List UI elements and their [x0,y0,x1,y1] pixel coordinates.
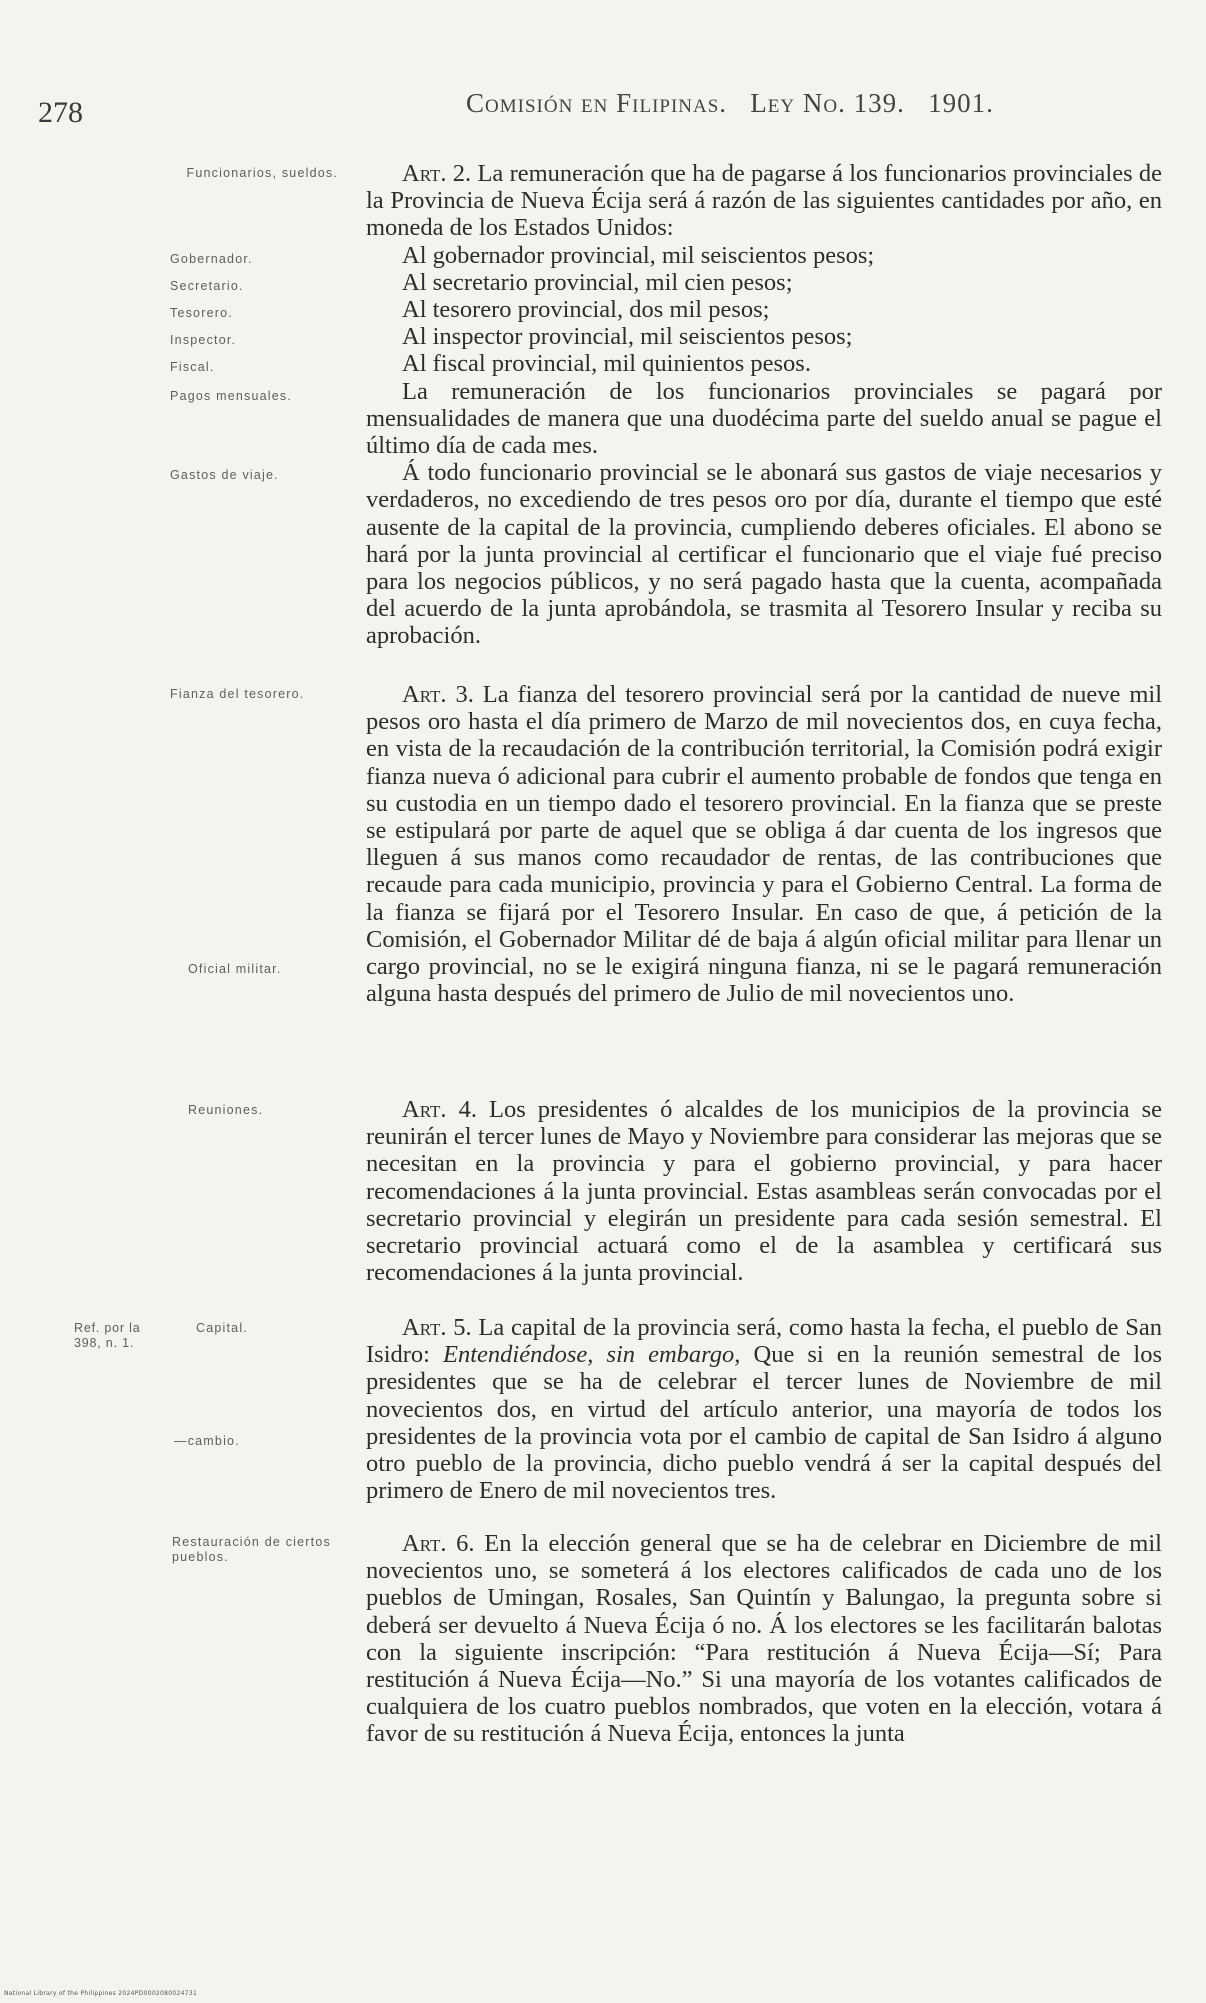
salary-fiscal: Al fiscal provincial, mil quinientos pesos. [402,350,811,378]
article-6-text: En la elección general que se ha de celebrar en Diciembre de mil novecientos uno, se someterá á los electores calificados de cada uno de los pueblos de Umingan, Rosales, San Quintín y Balungao, la pregunta sobre si deberá ser devuelto á Nueva Écija ó no. Á los electores se les facilitarán balotas con la siguiente inscripción: “Para restitución á Nueva Écija—Sí; Para restitución á Nueva Écija—No.” Si una mayoría de los votantes calificados de cualquiera de los cuatro pueblos nombrados, que voten en la elección, votara á favor de su restitución á Nueva Écija, entonces la junta [366,1530,1162,1748]
article-5-italic: Entendiéndose, sin embargo, [443,1341,741,1369]
scan-caption: National Library of the Philippines 2024PD0002080024731 [4,1990,198,1997]
margin-note-reuniones: Reuniones. [188,1103,264,1117]
article-4-paragraph [366,1096,1162,1286]
article-4-text: Los presidentes ó alcaldes de los municipios de la provincia se reunirán el tercer lunes de Mayo y Noviembre para considerar las mejoras que se necesitan en la provincia y para el gobierno provincial, y para hacer recomendaciones á la junta provincial. Estas asambleas serán convocadas por el secretario provincial y elegirán un presidente para cada sesión semestral. El secretario provincial actuará como el de la asamblea y certificará sus recomendaciones á la junta provincial. [366,1096,1162,1287]
law-year: 1901. [928,88,994,118]
article-2-label: Art. 2. [402,160,472,187]
article-3-paragraph [366,681,1162,1007]
margin-note-cambio: —cambio. [174,1434,240,1448]
margin-note-gobernador: Gobernador. [170,252,253,266]
article-6-paragraph [366,1530,1162,1748]
running-title: Comisión en Filipinas. [466,88,728,118]
article-6 [366,1530,1162,1748]
article-3-label: Art. 3. [402,681,474,708]
page-number: 278 [38,96,83,129]
margin-note-pagos: Pagos mensuales. [170,389,293,403]
margin-note-inspector: Inspector. [170,333,237,347]
margin-note-capital: Capital. [196,1321,248,1335]
travel-expenses: Á todo funcionario provincial se le abonará sus gastos de viaje necesarios y verdaderos, no excediendo de tres pesos oro por día, durante el tiempo que esté ausente de la capital de la provincia, cumpliendo deberes oficiales. El abono se hará por la junta provincial al certificar el funcionario que el viaje fué preciso para los negocios públicos, y no será pagado hasta que la cuenta, acompañada del acuerdo de la junta aprobándola, se trasmita al Tesorero Insular y reciba su aprobación. [366,459,1162,650]
margin-note-gastos: Gastos de viaje. [170,468,279,482]
article-4 [366,1096,1162,1286]
article-4-label: Art. 4. [402,1096,477,1123]
salary-tesorero: Al tesorero provincial, dos mil pesos; [402,296,770,324]
margin-note-restauracion: Restauración de ciertos pueblos. [172,1535,331,1564]
margin-note-fianza: Fianza del tesorero. [170,687,305,701]
article-6-label: Art. 6. [402,1530,475,1557]
article-5 [366,1314,1162,1504]
article-2-text: La remuneración que ha de pagarse á los funcionarios provinciales de la Provincia de Nueva Écija será á razón de las siguientes cantidades por año, en moneda de los Estados Unidos: [366,160,1162,242]
law-number: Ley No. 139. [750,88,905,118]
margin-note-secretario: Secretario. [170,279,244,293]
margin-note-funcionarios: Funcionarios, sueldos. [186,166,338,180]
margin-note-fiscal: Fiscal. [170,360,215,374]
salary-inspector: Al inspector provincial, mil seiscientos pesos; [402,323,853,351]
article-3-text: La fianza del tesorero provincial será por la cantidad de nueve mil pesos oro hasta el día primero de Marzo de mil novecientos dos, en cuya fecha, en vista de la recaudación de la contribución territorial, la Comisión podrá exigir fianza nueva ó adicional para cubrir el aumento probable de fondos que tenga en su custodia en un tiempo dado el tesorero provincial. En la fianza que se preste se estipulará por parte de aquel que se obliga á dar cuenta de los ingresos que lleguen á sus manos como recaudador de rentas, de las contribuciones que recaude para cada municipio, provincia y para el Gobierno Central. La forma de la fianza se fijará por el Tesorero Insular. En caso de que, á petición de la Comisión, el Gobernador Militar dé de baja á algún oficial militar para llenar un cargo provincial, no se le exigirá ninguna fianza, ni se le pagará remuneración alguna hasta después del primero de Julio de mil novecientos uno. [366,681,1162,1008]
article-2 [366,160,1162,650]
salary-secretario: Al secretario provincial, mil cien pesos; [402,268,793,296]
article-5-text-after: Que si en la reunión semestral de los presidentes que se ha de celebrar el tercer lunes de Noviembre de mil novecientos dos, en virtud del artículo anterior, una mayoría de todos los presidentes de la provincia vota por el cambio de capital de San Isidro á alguno otro pueblo de la provincia, dicho pueblo vendrá á ser la capital después del primero de Enero de mil novecientos tres. [366,1341,1162,1505]
article-5-label: Art. 5. [402,1314,472,1341]
article-5-paragraph [366,1314,1162,1504]
article-3 [366,681,1162,1007]
article-2-intro [366,160,1162,242]
margin-note-oficial-militar: Oficial militar. [188,962,282,976]
article-5-text-before: La capital de la provincia será, como hasta la fecha, el pueblo de San Isidro: [366,1314,1162,1369]
monthly-payments: La remuneración de los funcionarios provinciales se pagará por mensualidades de manera que una duodécima parte del sueldo anual se pague el último día de cada mes. [366,377,1162,460]
margin-reference: Ref. por la 398, n. 1. [74,1321,141,1350]
running-header [466,88,994,119]
margin-note-tesorero: Tesorero. [170,306,233,320]
salary-gobernador: Al gobernador provincial, mil seiscientos pesos; [402,241,875,269]
